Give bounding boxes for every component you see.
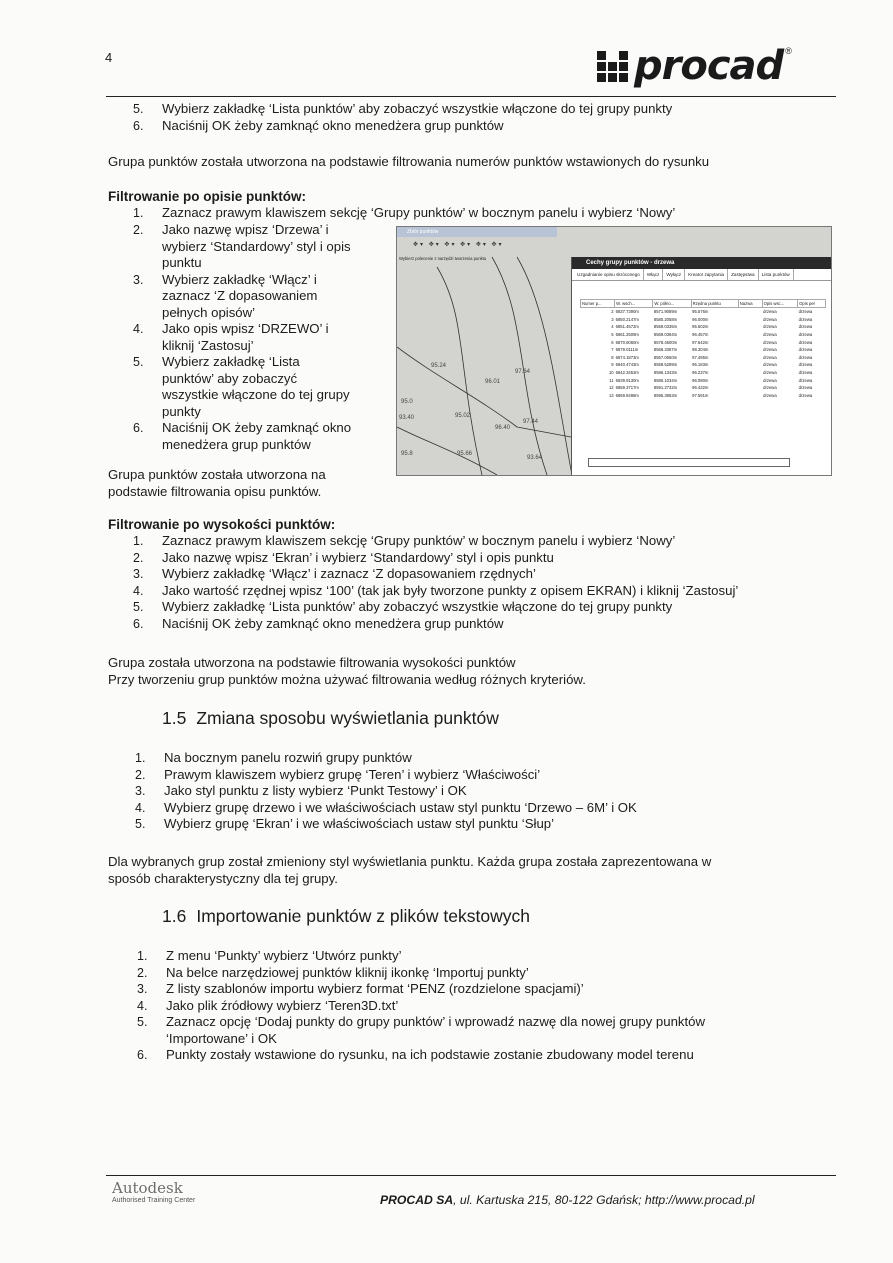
table-cell: 4 <box>611 324 614 330</box>
table-cell: 95.602m <box>692 324 709 330</box>
table-cell: 12 <box>608 385 614 391</box>
table-cell: 3 <box>611 316 614 322</box>
table-cell: drzewa <box>798 339 813 345</box>
table-cell: drzewa <box>798 316 813 322</box>
table-row[interactable] <box>581 354 826 362</box>
list-item: 2. Prawym klawiszem wybierz grupę ‘Teren’ i wybierz ‘Właściwości’ <box>135 766 541 782</box>
table-cell: 7 <box>611 347 614 353</box>
table-cell: 6870.6060m <box>615 339 639 345</box>
table-row[interactable] <box>581 338 826 346</box>
list-item: 1. Zaznacz prawym klawiszem sekcję ‘Grupy punktów’ w bocznym panelu i wybierz ‘Nowy’ <box>133 533 676 548</box>
table-cell <box>738 323 762 331</box>
table-cell: drzewa <box>763 385 777 391</box>
table-cell: 8558.5289m <box>653 362 678 368</box>
tab-overrides[interactable]: Zastępstwa <box>728 269 759 280</box>
list-item: 2. Jako nazwę wpisz ‘Ekran’ i wybierz ‘Standardowy’ styl i opis punktu <box>133 549 554 565</box>
table-cell: 10 <box>608 370 614 376</box>
tab-point-list[interactable]: Lista punktów <box>759 269 794 280</box>
list-item: 1. Z menu ‘Punkty’ wybierz ‘Utwórz punkty’ <box>137 948 402 963</box>
list-item: 5. Wybierz grupę ‘Ekran’ i we właściwościach ustaw styl punktu ‘Słup’ <box>135 816 555 831</box>
table-row[interactable] <box>581 323 826 331</box>
panel-title: Zbiór punktów <box>397 227 557 237</box>
table-cell: drzewa <box>763 316 777 322</box>
list-item: 4. Wybierz grupę drzewo i we właściwościach ustaw styl punktu ‘Drzewo – 6M’ i OK <box>135 799 637 815</box>
list-item: 6. Naciśnij OK żeby zamknąć okno menedżera grup punktów <box>133 117 504 133</box>
list-item: 4. Jako wartość rzędnej wpisz ‘100’ (tak jak były tworzone punkty z opisem EKRAN) i kliknij ‘Zastosuj’ <box>133 582 739 598</box>
table-cell: 95.183m <box>692 362 709 368</box>
autodesk-atc-logo <box>112 1181 195 1204</box>
table-cell: 97.642m <box>692 339 709 345</box>
table-cell: drzewa <box>798 354 813 360</box>
table-column-header[interactable]: Opis peł <box>798 300 826 308</box>
list-item: 3. Wybierz zakładkę ‘Włącz’ i zaznacz ‘Z dopasowaniem pełnych opisów’ <box>133 271 318 320</box>
table-cell: 6850.2147m <box>615 316 639 322</box>
map-label: 97.64 <box>515 369 531 375</box>
list-item: 1. Na bocznym panelu rozwiń grupy punktów <box>135 750 412 765</box>
table-cell: drzewa <box>798 332 813 338</box>
paragraph-height-result: Grupa została utworzona na podstawie filtrowania wysokości punktów Przy tworzeniu grup punktów można używać filtrowania według różnych kryteriów. <box>108 655 586 687</box>
table-cell: drzewa <box>798 392 813 398</box>
list-item: 1. Zaznacz prawym klawiszem sekcję ‘Grupy punktów’ w bocznym panelu i wybierz ‘Nowy’ <box>133 205 676 220</box>
table-cell <box>738 308 762 316</box>
section-heading-description: Filtrowanie po opisie punktów: <box>108 189 306 204</box>
tab-abbrev-description[interactable]: Uzgadnianie opisu skróconego <box>574 269 644 280</box>
table-cell: drzewa <box>763 332 777 338</box>
table-row[interactable] <box>581 316 826 324</box>
table-cell: 8591.2732m <box>653 385 678 391</box>
table-cell: 6851.4572m <box>615 324 639 330</box>
table-cell <box>738 361 762 369</box>
tab-exclude[interactable]: Wyłącz <box>663 269 685 280</box>
table-cell: 6840.4743m <box>615 362 639 368</box>
table-cell: 8 <box>611 354 614 360</box>
table-cell: 2 <box>611 309 614 315</box>
paragraph-numbers-result: Grupa punktów została utworzona na podstawie filtrowania numerów punktów wstawionych do rysunku <box>108 154 710 169</box>
table-cell: 96.237m <box>692 370 709 376</box>
table-cell: 13 <box>608 392 614 398</box>
table-cell: 6842.3453m <box>615 370 639 376</box>
table-row[interactable] <box>581 308 826 316</box>
table-cell: 98.304m <box>692 347 709 353</box>
list-item: 3. Wybierz zakładkę ‘Włącz’ i zaznacz ‘Z dopasowaniem rzędnych’ <box>133 566 536 581</box>
section-1-6-steps <box>137 948 706 1064</box>
table-cell <box>738 384 762 392</box>
table-row[interactable] <box>581 331 826 339</box>
table-cell: 95.576m <box>692 309 709 315</box>
points-toolbar[interactable]: ✥▾ ✥▾ ✥▾ ✥▾ ✥▾ ✥▾ <box>413 242 504 248</box>
table-cell: drzewa <box>798 385 813 391</box>
table-row[interactable] <box>581 361 826 369</box>
map-label: 95.02 <box>455 413 471 419</box>
table-column-header[interactable]: W. półno... <box>653 300 691 308</box>
section-heading-height: Filtrowanie po wysokości punktów: <box>108 517 336 532</box>
table-cell: drzewa <box>798 377 813 383</box>
table-cell: 8559.0335m <box>653 324 678 330</box>
map-label: 96.01 <box>485 379 501 385</box>
table-cell: 97.485m <box>692 354 709 360</box>
table-cell <box>738 354 762 362</box>
table-column-header[interactable]: Rzędna punktu <box>691 300 738 308</box>
table-cell: 8580.2058m <box>653 316 678 322</box>
map-label: 95.24 <box>431 363 447 369</box>
map-label: 93.40 <box>399 415 415 421</box>
table-cell: drzewa <box>798 324 813 330</box>
table-cell: 8585.1034m <box>653 377 678 383</box>
table-cell: drzewa <box>798 362 813 368</box>
paragraph-section-1-5-result: Dla wybranych grup został zmieniony styl wyświetlania punktu. Każda grupa została zaprezentowana w sposób charakterystyczny dla tej grupy. <box>108 854 712 886</box>
table-cell: 8569.0384m <box>653 332 678 338</box>
point-group-properties-window <box>571 257 832 475</box>
civil3d-screenshot <box>396 226 832 476</box>
list-item: 5. Wybierz zakładkę ‘Lista punktów’ aby zobaczyć wszystkie włączone do tej grupy punkty <box>133 354 350 419</box>
table-cell: drzewa <box>763 362 777 368</box>
table-cell <box>738 338 762 346</box>
table-cell <box>738 376 762 384</box>
table-cell <box>738 331 762 339</box>
table-column-header[interactable]: Opis wsc... <box>762 300 798 308</box>
table-cell: 96.457m <box>692 332 709 338</box>
atc-text: Authorised Training Center <box>112 1197 196 1204</box>
map-label: 95.66 <box>457 451 473 457</box>
footer-address <box>380 1193 755 1207</box>
horizontal-scrollbar[interactable] <box>588 458 790 467</box>
registered-mark: ® <box>785 46 792 56</box>
footer-rule <box>106 1175 836 1176</box>
table-cell: drzewa <box>798 347 813 353</box>
desc-step-1 <box>133 205 676 222</box>
table-cell: 8557.0650m <box>653 354 678 360</box>
table-cell: 8566.3367m <box>653 347 678 353</box>
table-column-header[interactable]: Nazwa <box>738 300 762 308</box>
list-item: 5. Zaznacz opcję ‘Dodaj punkty do grupy punktów’ i wprowadź nazwę dla nowej grupy punktów ‘Importowane’ i OK <box>137 1014 706 1046</box>
table-cell <box>738 346 762 354</box>
table-cell: 6861.2509m <box>615 332 639 338</box>
header-rule <box>106 96 836 97</box>
table-column-header[interactable]: W. wsch... <box>615 300 653 308</box>
table-cell: 6859.3717m <box>615 385 639 391</box>
table-cell: 97.591m <box>692 392 709 398</box>
list-item: 5. Wybierz zakładkę ‘Lista punktów’ aby zobaczyć wszystkie włączone do tej grupy punkty <box>133 599 673 614</box>
map-label: 96.40 <box>495 425 511 431</box>
table-cell: drzewa <box>798 309 813 315</box>
panel-hint: Wybierz polecenie z narzędzi tworzenia punktu <box>399 256 487 261</box>
table-cell: drzewa <box>798 370 813 376</box>
table-cell: 6837.7390m <box>615 309 639 315</box>
table-row[interactable] <box>581 369 826 377</box>
table-cell <box>738 316 762 324</box>
company-name: PROCAD SA <box>380 1193 454 1207</box>
address-text: , ul. Kartuska 215, 80-122 Gdańsk; http://www.procad.pl <box>453 1193 755 1207</box>
table-cell: 6879.0111m <box>615 347 639 353</box>
table-cell: 96.080m <box>692 377 709 383</box>
table-cell: drzewa <box>763 354 777 360</box>
tab-query-builder[interactable]: Kreator zapytania <box>685 269 728 280</box>
table-cell: drzewa <box>763 324 777 330</box>
list-item: 3. Jako styl punktu z listy wybierz ‘Punkt Testowy’ i OK <box>135 783 467 798</box>
tab-include[interactable]: Włącz <box>644 269 664 280</box>
table-cell: 6869.8498m <box>615 392 639 398</box>
list-item: 2. Na belce narzędziowej punktów kliknij ikonkę ‘Importuj punkty’ <box>137 964 529 980</box>
table-row[interactable] <box>581 346 826 354</box>
table-cell: drzewa <box>763 370 777 376</box>
table-cell <box>738 392 762 400</box>
section-title-1-6: 1.6 Importowanie punktów z plików tekstowych <box>162 906 530 926</box>
section-title-1-5: 1.5 Zmiana sposobu wyświetlania punktów <box>162 708 499 728</box>
table-cell: 11 <box>609 377 614 383</box>
table-row[interactable] <box>581 392 826 400</box>
list-item: 3. Z listy szablonów importu wybierz format ‘PENZ (rozdzielone spacjami)’ <box>137 981 584 996</box>
table-cell: 6839.9130m <box>615 377 639 383</box>
map-label: 93.64 <box>527 455 543 461</box>
table-cell: 8578.4600m <box>653 339 678 345</box>
procad-logo-mark-icon <box>597 51 628 82</box>
height-steps-list <box>133 533 739 632</box>
table-cell <box>738 369 762 377</box>
list-item: 6. Punkty zostały wstawione do rysunku, na ich podstawie zostanie zbudowany model terenu <box>137 1047 694 1062</box>
table-column-header[interactable]: Numer p... <box>581 300 615 308</box>
table-cell: 8596.1343m <box>653 370 678 376</box>
autodesk-text: Autodesk <box>112 1179 183 1197</box>
procad-logo <box>597 43 792 89</box>
table-cell: drzewa <box>763 392 777 398</box>
table-cell: 5 <box>611 332 614 338</box>
list-item: 4. Jako opis wpisz ‘DRZEWO’ i kliknij ‘Zastosuj’ <box>133 321 329 353</box>
table-cell: 96.000m <box>692 316 709 322</box>
paragraph-description-result: Grupa punktów została utworzona na podstawie filtrowania opisu punktów. <box>108 467 326 499</box>
table-cell: 6874.1873m <box>615 354 639 360</box>
table-row[interactable] <box>581 384 826 392</box>
table-cell: 8595.3863m <box>653 392 678 398</box>
table-row[interactable] <box>581 376 826 384</box>
table-cell: drzewa <box>763 347 777 353</box>
table-cell: 6 <box>611 339 614 345</box>
list-item: 6. Naciśnij OK żeby zamknąć okno menedżera grup punktów <box>133 615 504 631</box>
table-cell: drzewa <box>763 309 777 315</box>
point-list-table <box>580 299 826 399</box>
map-label: 95.0 <box>401 399 413 405</box>
window-tabs <box>572 269 832 281</box>
list-item: 2. Jako nazwę wpisz ‘Drzewa’ i wybierz ‘Standardowy’ styl i opis punktu <box>133 222 351 270</box>
table-cell: 9 <box>611 362 614 368</box>
table-cell: drzewa <box>763 339 777 345</box>
procad-logo-text: procad <box>634 43 784 89</box>
top-steps-list <box>133 101 673 134</box>
list-item: 4. Jako plik źródłowy wybierz ‘Teren3D.txt’ <box>137 997 399 1013</box>
map-label: 97.44 <box>523 419 539 425</box>
page-number: 4 <box>105 50 113 65</box>
desc-steps-list <box>133 222 387 453</box>
list-item: 5. Wybierz zakładkę ‘Lista punktów’ aby zobaczyć wszystkie włączone do tej grupy punkty <box>133 101 673 116</box>
window-title: Cechy grupy punktów - drzewa <box>572 257 832 269</box>
table-cell: drzewa <box>763 377 777 383</box>
table-cell: 8571.9089m <box>653 309 678 315</box>
map-label: 95.8 <box>401 451 413 457</box>
section-1-5-steps <box>135 750 637 833</box>
table-cell: 96.432m <box>692 385 709 391</box>
list-item: 6. Naciśnij OK żeby zamknąć okno menedżera grup punktów <box>133 420 352 452</box>
